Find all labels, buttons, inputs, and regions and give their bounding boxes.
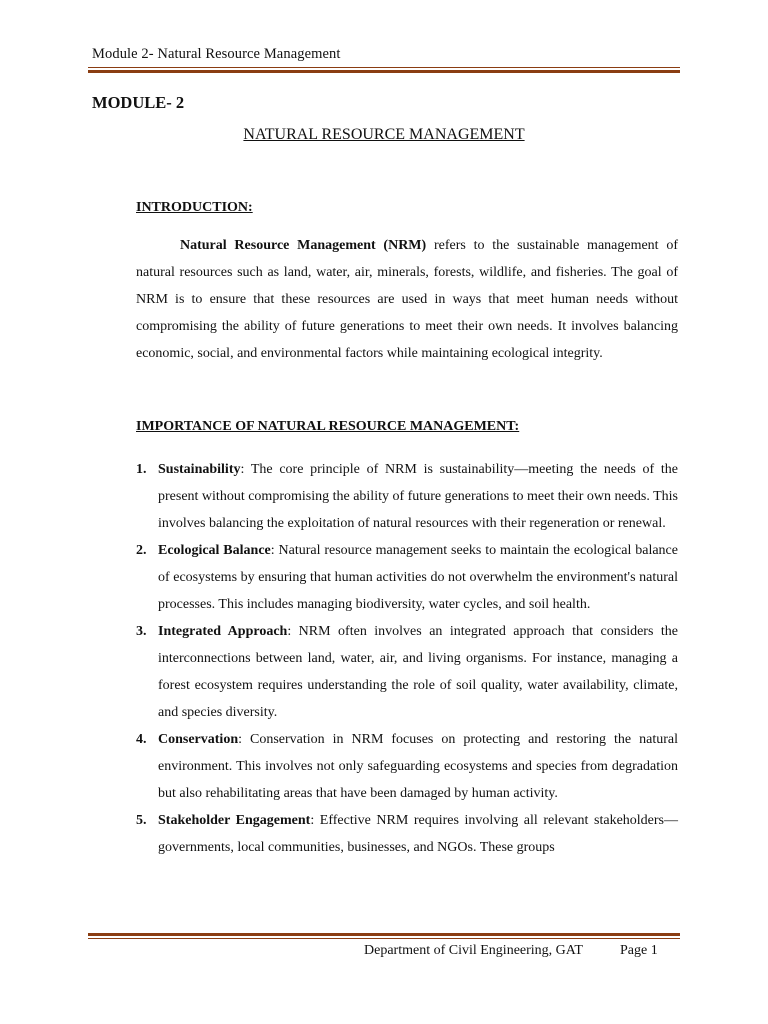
list-item-number: 4. xyxy=(136,732,147,747)
footer-department: Department of Civil Engineering, GAT xyxy=(364,943,583,958)
list-item-text: : Effective NRM requires involving all relevant stakeholders—governments, local communities, businesses, and NGOs. These groups xyxy=(158,813,678,855)
running-header: Module 2- Natural Resource Management xyxy=(92,46,341,62)
list-item-number: 1. xyxy=(136,462,147,477)
list-item-text: : The core principle of NRM is sustainability—meeting the needs of the present without compromising the ability of future generations to meet their own needs. This involves balancing the exploitation of natural resources with their regeneration or renewal. xyxy=(158,462,678,531)
importance-list xyxy=(136,456,678,861)
list-item-term: Stakeholder Engagement xyxy=(158,813,311,828)
list-item-number: 5. xyxy=(136,813,147,828)
introduction-paragraph xyxy=(136,232,678,367)
page-title xyxy=(0,126,768,144)
list-item xyxy=(136,456,678,537)
list-item-text: : Conservation in NRM focuses on protecting and restoring the natural environment. This involves not only safeguarding ecosystems and species from degradation but also rehabilitating areas that have been damaged by human activity. xyxy=(158,732,678,801)
list-item xyxy=(136,807,678,861)
introduction-heading: INTRODUCTION: xyxy=(136,200,253,215)
header-rule-thin xyxy=(88,67,680,68)
page-title-text: NATURAL RESOURCE MANAGEMENT xyxy=(243,126,525,143)
list-item-term: Conservation xyxy=(158,732,239,747)
list-item-term: Integrated Approach xyxy=(158,624,288,639)
footer-rule-thick xyxy=(88,933,680,936)
introduction-term: Natural Resource Management (NRM) xyxy=(180,238,427,253)
header-rule-thick xyxy=(88,70,680,73)
importance-heading: IMPORTANCE OF NATURAL RESOURCE MANAGEMENT: xyxy=(136,419,520,434)
footer-page-number: Page 1 xyxy=(620,943,658,958)
list-item xyxy=(136,537,678,618)
list-item-term: Ecological Balance xyxy=(158,543,271,558)
module-label: MODULE- 2 xyxy=(92,93,185,112)
list-item-number: 2. xyxy=(136,543,147,558)
list-item-number: 3. xyxy=(136,624,147,639)
list-item-text: : NRM often involves an integrated approach that considers the interconnections between land, water, air, and living organisms. For instance, managing a forest ecosystem requires understanding the role of soil quality, water availability, climate, and species diversity. xyxy=(158,624,678,720)
list-item xyxy=(136,618,678,726)
introduction-body: refers to the sustainable management of natural resources such as land, water, air, minerals, forests, wildlife, and fisheries. The goal of NRM is to ensure that these resources are used in ways that meet human needs without compromising the ability of future generations to meet their own needs. It involves balancing economic, social, and environmental factors while maintaining ecological integrity. xyxy=(136,238,678,361)
list-item-text: : Natural resource management seeks to maintain the ecological balance of ecosystems by ensuring that human activities do not overwhelm the environment's natural processes. This includes managing biodiversity, water cycles, and soil health. xyxy=(158,543,678,612)
footer-rule-thin xyxy=(88,938,680,939)
list-item-term: Sustainability xyxy=(158,462,241,477)
list-item xyxy=(136,726,678,807)
